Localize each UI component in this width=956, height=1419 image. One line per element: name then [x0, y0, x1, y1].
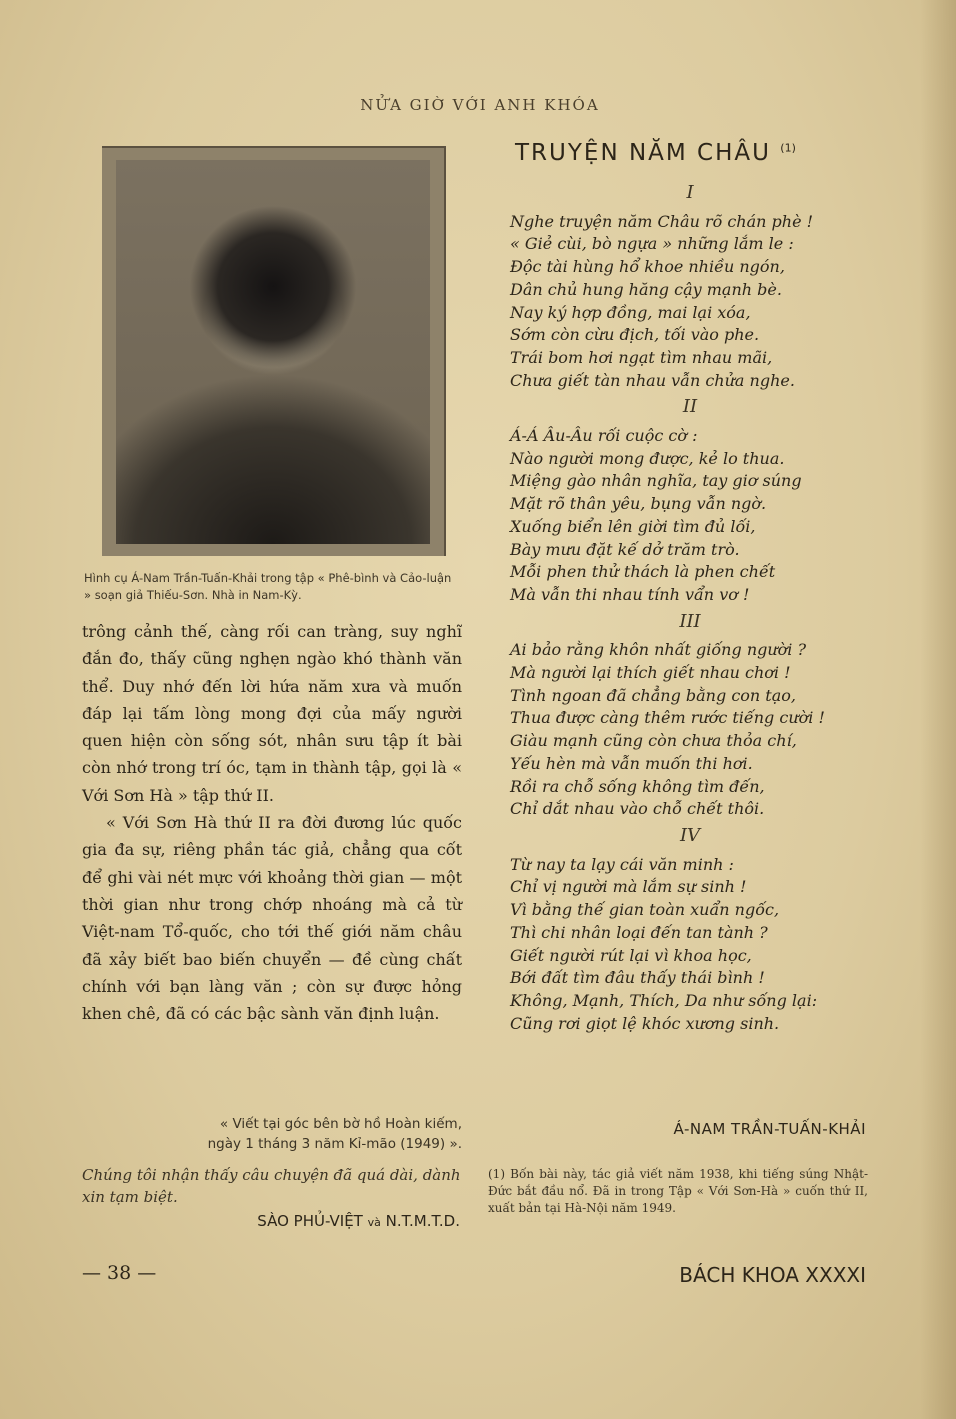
poem-line: Mỗi phen thử thách là phen chết [510, 562, 776, 582]
running-head: NỬA GIỜ VỚI ANH KHÓA [360, 96, 600, 114]
poem-footnote: (1) Bốn bài này, tác giả viết năm 1938, khi tiếng súng Nhật-Đức bắt đầu nổ. Đã in trong Tập « Với Sơn-Hà » cuốn thứ II, xuất bản tại Hà-Nội năm 1949. [488, 1167, 868, 1215]
poem-line: Từ nay ta lạy cái văn minh : [510, 854, 734, 874]
poem-line: Mà vẫn thi nhau tính vẩn vơ ! [510, 584, 750, 604]
page-number: — 38 — [82, 1262, 157, 1284]
poem-line: Trái bom hơi ngạt tìm nhau mãi, [510, 347, 773, 367]
poem-line: Nay ký hợp đồng, mai lại xóa, [510, 302, 751, 322]
photo-caption: Hình cụ Á-Nam Trần-Tuấn-Khải trong tập « Phê-bình và Cảo-luận » soạn giả Thiếu-Sơn. Nhà in Nam-Kỳ. [84, 571, 452, 602]
poem-line: Chưa giết tàn nhau vẫn chửa nghe. [510, 370, 795, 390]
poem-body [510, 178, 870, 1035]
poem-line: « Giẻ cùi, bò ngựa » những lắm le : [510, 234, 794, 254]
signer-main: SÀO PHỦ-VIỆT [257, 1212, 363, 1230]
signers [82, 1212, 460, 1230]
poem-line: Chỉ dắt nhau vào chỗ chết thôi. [510, 799, 765, 819]
poem-line: Mà người lại thích giết nhau chơi ! [510, 663, 791, 683]
footnote-marker: (1) [780, 141, 796, 155]
poem-line: Giết người rút lại vì khoa học, [510, 945, 752, 965]
poem-line: Thì chi nhân loại đến tan tành ? [510, 922, 768, 942]
poem-line: Sớm còn cừu địch, tối vào phe. [510, 325, 760, 345]
signer-and: và [367, 1216, 381, 1229]
dateline-line-1: « Viết tại góc bên bờ hồ Hoàn kiếm, [219, 1116, 462, 1132]
stanza-number: I [686, 182, 694, 203]
poem-line: Nào người mong được, kẻ lo thua. [510, 448, 785, 468]
signer-tail: N.T.M.T.D. [385, 1212, 460, 1230]
poem-line: Chỉ vị người mà lắm sự sinh ! [510, 877, 747, 897]
poem-line: Bày mưu đặt kế dở trăm trò. [510, 539, 740, 559]
stanza-3 [510, 611, 870, 821]
paragraph-2: « Với Sơn Hà thứ II ra đời đương lúc quốc gia đa sự, riêng phần tác giả, chẳng qua cốt để ghi vài nét mực với khoảng thời gian — một thời gian như trong chớp nhoáng mà cả từ Việt-nam Tổ-quốc, cho tới thế giới năm châu đã xảy biết bao biến chuyển — đề cùng chất chính với bạn làng văn ; còn sự được hỏng khen chê, đã có các bậc sành văn định luận. [82, 813, 462, 1024]
poem-line: Giàu mạnh cũng còn chưa thỏa chí, [510, 731, 797, 751]
editor-note: Chúng tôi nhận thấy câu chuyện đã quá dài, dành xin tạm biệt. [82, 1166, 461, 1206]
portrait-photo-frame [102, 146, 446, 556]
stanza-4 [510, 825, 870, 1035]
poem-line: Mặt rõ thân yêu, bụng vẫn ngờ. [510, 494, 767, 514]
poem-line: Á-Á Âu-Âu rối cuộc cờ : [510, 426, 698, 446]
stanza-1 [510, 182, 870, 392]
portrait-photo [116, 160, 430, 544]
left-column-text [82, 618, 462, 1027]
poem-line: Dân chủ hung hăng cậy mạnh bè. [510, 279, 782, 299]
page-edge-shadow [920, 0, 956, 1419]
stanza-2 [510, 396, 870, 606]
poem-line: Miệng gào nhân nghĩa, tay giơ súng [510, 471, 802, 491]
poem-title [515, 140, 796, 166]
poem-line: Cũng rơi giọt lệ khóc xương sinh. [510, 1013, 780, 1033]
dateline-quote [82, 1114, 462, 1154]
poem-line: Độc tài hùng hổ khoe nhiều ngón, [510, 257, 785, 277]
poem-line: Thua được càng thêm rước tiếng cười ! [510, 708, 825, 728]
magazine-issue: BÁCH KHOA XXXXI [679, 1263, 866, 1287]
poem-line: Xuống biển lên giời tìm đủ lối, [510, 516, 756, 536]
stanza-number: II [682, 396, 698, 418]
poem-line: Vì bằng thế gian toàn xuẩn ngốc, [510, 900, 780, 920]
poem-line: Nghe truyện năm Châu rõ chán phè ! [510, 211, 814, 231]
poem-line: Tình ngoan đã chẳng bằng con tạo, [510, 685, 796, 705]
poem-author: Á-NAM TRẦN-TUẤN-KHẢI [673, 1120, 866, 1138]
poem-title-text: TRUYỆN NĂM CHÂU [515, 140, 771, 166]
poem-line: Yếu hèn mà vẫn muốn thi hơi. [510, 753, 753, 773]
dateline-line-2: ngày 1 tháng 3 năm Kỉ-mão (1949) ». [207, 1136, 462, 1152]
poem-line: Bới đất tìm đâu thấy thái bình ! [510, 968, 765, 988]
stanza-number: IV [679, 824, 701, 846]
poem-line: Không, Mạnh, Thích, Da như sống lại: [510, 990, 818, 1010]
stanza-number: III [679, 610, 701, 632]
poem-line: Rồi ra chỗ sống không tìm đến, [510, 776, 765, 796]
paragraph-1: trông cảnh thế, càng rối can tràng, suy nghĩ đắn đo, thấy cũng nghẹn ngào khó thành văn thể. Duy nhớ đến lời hứa năm xưa và muốn đáp lại tấm lòng mong đợi của mấy người quen hiện còn sống sót, nhân sưu tập ít bài còn nhớ trong trí óc, tạm in thành tập, gọi là « Với Sơn Hà » tập thứ II. [82, 622, 462, 805]
poem-line: Ai bảo rằng khôn nhất giống người ? [510, 640, 807, 660]
